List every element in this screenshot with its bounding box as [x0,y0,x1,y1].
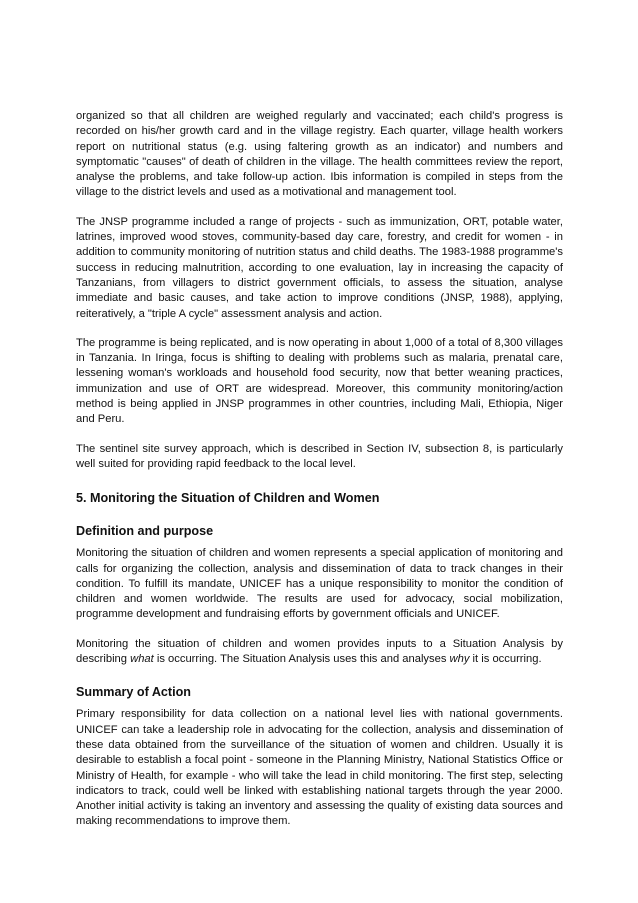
paragraph-jnsp-programme: The JNSP programme included a range of projects - such as immunization, ORT, potable water, latrines, improved wood stoves, community-based day care, forestry, and credit for women - in addition to community monitoring of nutrition status and child deaths. The 1983-1988 programme's success in reducing malnutrition, according to one evaluation, lay in increasing the capacity of Tanzanians, from villagers to district government officials, to assess the situation, analyse immediate and basic causes, and take action to improve conditions (JNSP, 1988), applying, reiteratively, a "triple A cycle" assessment analysis and action. [76,215,563,320]
paragraph-summary: Primary responsibility for data collection on a national level lies with national governments. UNICEF can take a leadership role in advocating for the collection, analysis and dissemination of these data obtained from the surveillance of the situation of women and children. Usually it is desirable to establish a focal point - someone in the Planning Ministry, National Statistics Office or Ministry of Health, for example - who will take the lead in child monitoring. The first step, selecting indicators to track, could well be linked with establishing national targets through the year 2000. Another initial activity is taking an inventory and assessing the quality of existing data sources and making recommendations to improve them. [76,708,563,828]
paragraph-growth-monitoring: organized so that all children are weighed regularly and vaccinated; each child's progress is recorded on his/her growth card and in the village registry. Each quarter, village health workers report on nutritional status (e.g. using faltering growth as an indicator) and numbers and symptomatic "causes" of death of children in the village. The health committees review the report, analyse the problems, and take follow-up action. Ibis information is compiled in steps from the village to the district levels and used as a motivational and management tool. [76,110,563,199]
paragraph-definition: Monitoring the situation of children and women represents a special application of monitoring and calls for organizing the collection, analysis and dissemination of data to track changes in their condition. To fulfill its mandate, UNICEF has a unique responsibility to monitor the condition of children and women worldwide. The results are used for advocacy, social mobilization, programme development and fundraising efforts by government officials and UNICEF. [76,547,563,621]
document-page [76,109,563,830]
emphasis-what: what [130,653,154,666]
paragraph-sentinel-site: The sentinel site survey approach, which is described in Section IV, subsection 8, is particularly well suited for providing rapid feedback to the local level. [76,442,563,470]
section-heading: 5. Monitoring the Situation of Children and Women [76,491,380,506]
summary-heading: Summary of Action [76,685,191,700]
paragraph-situation-analysis [76,637,563,668]
situation-text-a: Monitoring the situation of children and women provides inputs to a Situation Analysis by describing [76,637,563,666]
paragraph-replication: The programme is being replicated, and is now operating in about 1,000 of a total of 8,300 villages in Tanzania. In Iringa, focus is shifting to dealing with problems such as malaria, prenatal care, lessening woman's workloads and household food security, now that better weaning practices, immunization and use of ORT are widespread. Moreover, this community monitoring/action method is being applied in JNSP programmes in other countries, including Mali, Ethiopia, Niger and Peru. [76,336,563,426]
definition-heading: Definition and purpose [76,524,214,539]
emphasis-why: why [449,653,470,666]
situation-text-b: is occurring. The Situation Analysis uses this and analyses [153,653,450,666]
situation-text-c: it is occurring. [469,653,542,666]
